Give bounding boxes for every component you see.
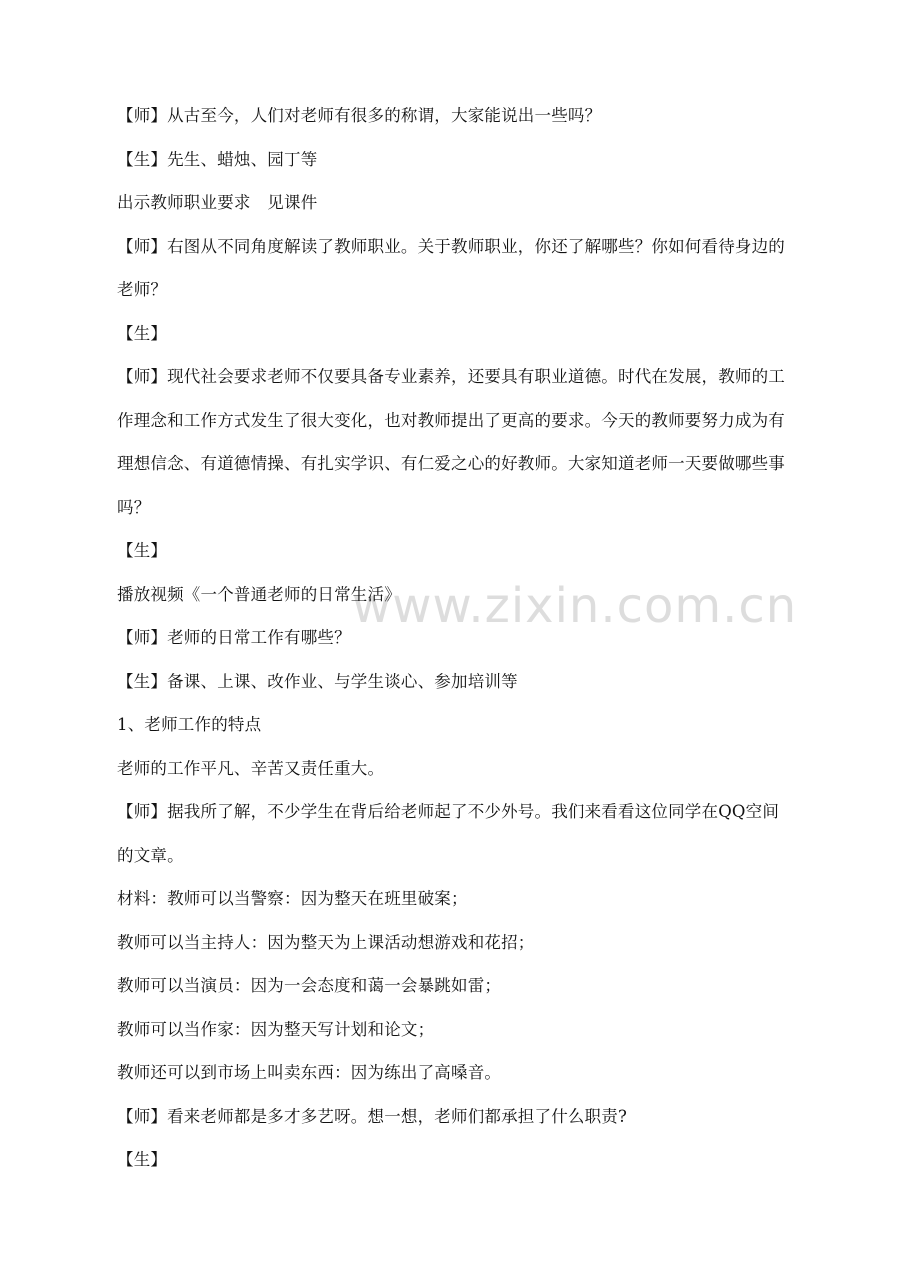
text-line: 老师的工作平凡、辛苦又责任重大。 (117, 759, 385, 778)
text-line: 播放视频《一个普通老师的日常生活》 (117, 585, 401, 604)
text-line: 出示教师职业要求 见课件 (117, 193, 318, 212)
text-line: 材料：教师可以当警察：因为整天在班里破案； (117, 889, 468, 908)
watermark: www.zixin.com.cn (352, 578, 798, 634)
text-line: 【师】看来老师都是多才多艺呀。想一想，老师们都承担了什么职责? (117, 1107, 628, 1126)
text-line: 理想信念、有道德情操、有扎实学识、有仁爱之心的好教师。大家知道老师一天要做哪些事 (117, 454, 785, 473)
text-line: 的文章。 (117, 846, 184, 865)
text-line: 【师】右图从不同角度解读了教师职业。关于教师职业，你还了解哪些？你如何看待身边的 (117, 237, 785, 256)
text-line: 吗？ (117, 498, 151, 517)
text-line: 【师】从古至今，人们对老师有很多的称谓，大家能说出一些吗？ (117, 106, 602, 125)
text-line: 【师】老师的日常工作有哪些？ (117, 628, 351, 647)
text-line: 【生】 (117, 324, 168, 343)
text-line: 1、老师工作的特点 (117, 715, 262, 734)
text-line: 教师可以当演员：因为一会态度和蔼一会暴跳如雷； (117, 976, 502, 995)
text-line: 【师】据我所了解，不少学生在背后给老师起了不少外号。我们来看看这位同学在QQ空间 (117, 802, 780, 821)
text-line: 【生】先生、蜡烛、园丁等 (117, 150, 318, 169)
text-line: 【师】现代社会要求老师不仅要具备专业素养，还要具有职业道德。时代在发展，教师的工 (117, 367, 785, 386)
text-line: 教师还可以到市场上叫卖东西：因为练出了高嗓音。 (117, 1063, 502, 1082)
text-line: 教师可以当主持人：因为整天为上课活动想游戏和花招； (117, 933, 535, 952)
text-line: 【生】 (117, 1150, 168, 1169)
text-line: 教师可以当作家：因为整天写计划和论文； (117, 1020, 435, 1039)
text-line: 【生】 (117, 541, 168, 560)
text-line: 【生】备课、上课、改作业、与学生谈心、参加培训等 (117, 672, 518, 691)
text-line: 老师？ (117, 280, 168, 299)
text-line: 作理念和工作方式发生了很大变化，也对教师提出了更高的要求。今天的教师要努力成为有 (117, 411, 785, 430)
